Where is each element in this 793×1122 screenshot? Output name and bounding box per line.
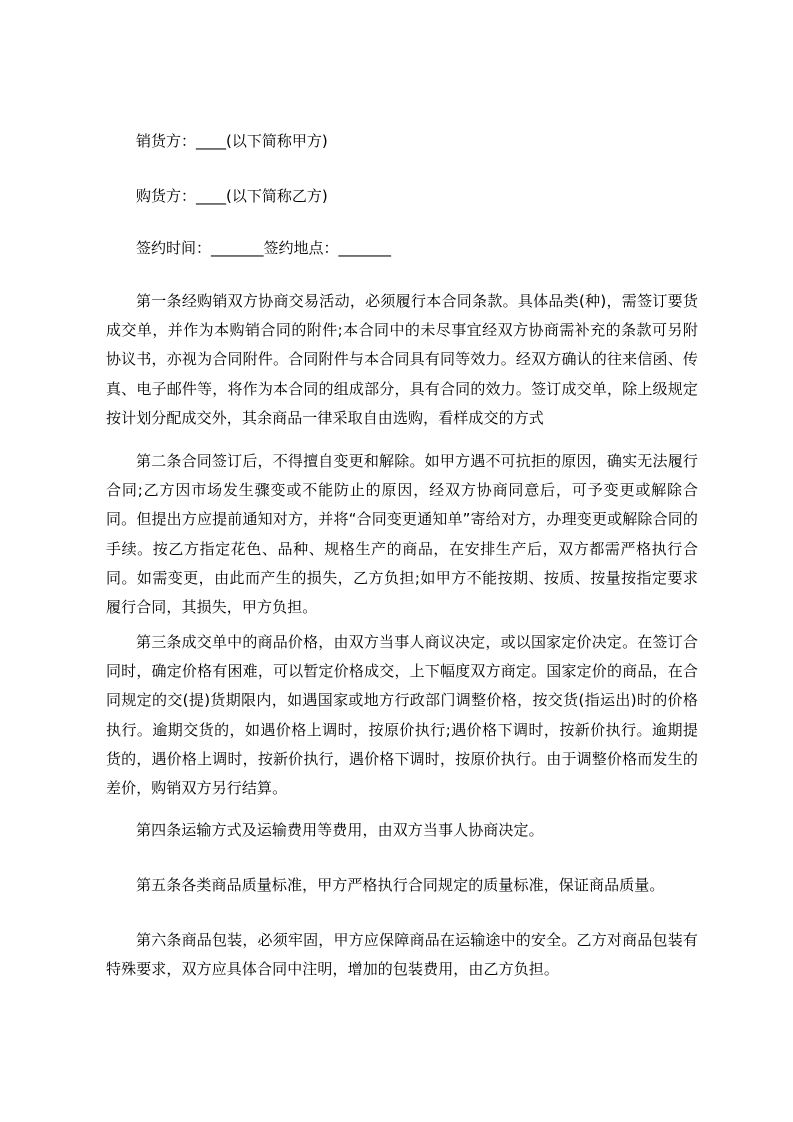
clause-1: 第一条经购销双方协商交易活动，必须履行本合同条款。具体品类(种)，需签订要货成交单，并作为本购销合同的附件;本合同中的未尽事宜经双方协商需补充的条款可另附协议书，亦视为合同附件。合同附件与本合同具有同等效力。经双方确认的往来信函、传真、电子邮件等，将作为本合同的组成部分，具有合同的效力。签订成交单，除上级规定按计划分配成交外，其余商品一律采取自由选购，看样成交的方式: [106, 292, 698, 427]
buyer-field: 购货方：____(以下简称乙方): [136, 187, 328, 205]
clause-2: 第二条合同签订后，不得擅自变更和解除。如甲方遇不可抗拒的原因，确实无法履行合同;乙方因市场发生骤变或不能防止的原因，经双方协商同意后，可予变更或解除合同。但提出方应提前通知对方，并将“合同变更通知单”寄给对方，办理变更或解除合同的手续。按乙方指定花色、品种、规格生产的商品，在安排生产后，双方都需严格执行合同。如需变更，由此而产生的损失，乙方负担;如甲方不能按期、按质、按量按指定要求履行合同，其损失，甲方负担。: [106, 452, 698, 617]
clause-4: 第四条运输方式及运输费用等费用，由双方当事人协商决定。: [136, 821, 544, 839]
seller-field: 销货方：____(以下简称甲方): [136, 132, 328, 150]
clause-5: 第五条各类商品质量标准，甲方严格执行合同规定的质量标准，保证商品质量。: [136, 876, 665, 894]
clause-6: 第六条商品包装，必须牢固，甲方应保障商品在运输途中的安全。乙方对商品包装有特殊要求，双方应具体合同中注明，增加的包装费用，由乙方负担。: [106, 931, 698, 979]
sign-time-place-field: 签约时间：_______签约地点：_______: [136, 239, 392, 257]
clause-3: 第三条成交单中的商品价格，由双方当事人商议决定，或以国家定价决定。在签订合同时，确定价格有困难，可以暂定价格成交，上下幅度双方商定。国家定价的商品，在合同规定的交(提)货期限内，如遇国家或地方行政部门调整价格，按交货(指运出)时的价格执行。逾期交货的，如遇价格上调时，按原价执行;遇价格下调时，按新价执行。逾期提货的，遇价格上调时，按新价执行，遇价格下调时，按原价执行。由于调整价格而发生的差价，购销双方另行结算。: [106, 633, 698, 798]
